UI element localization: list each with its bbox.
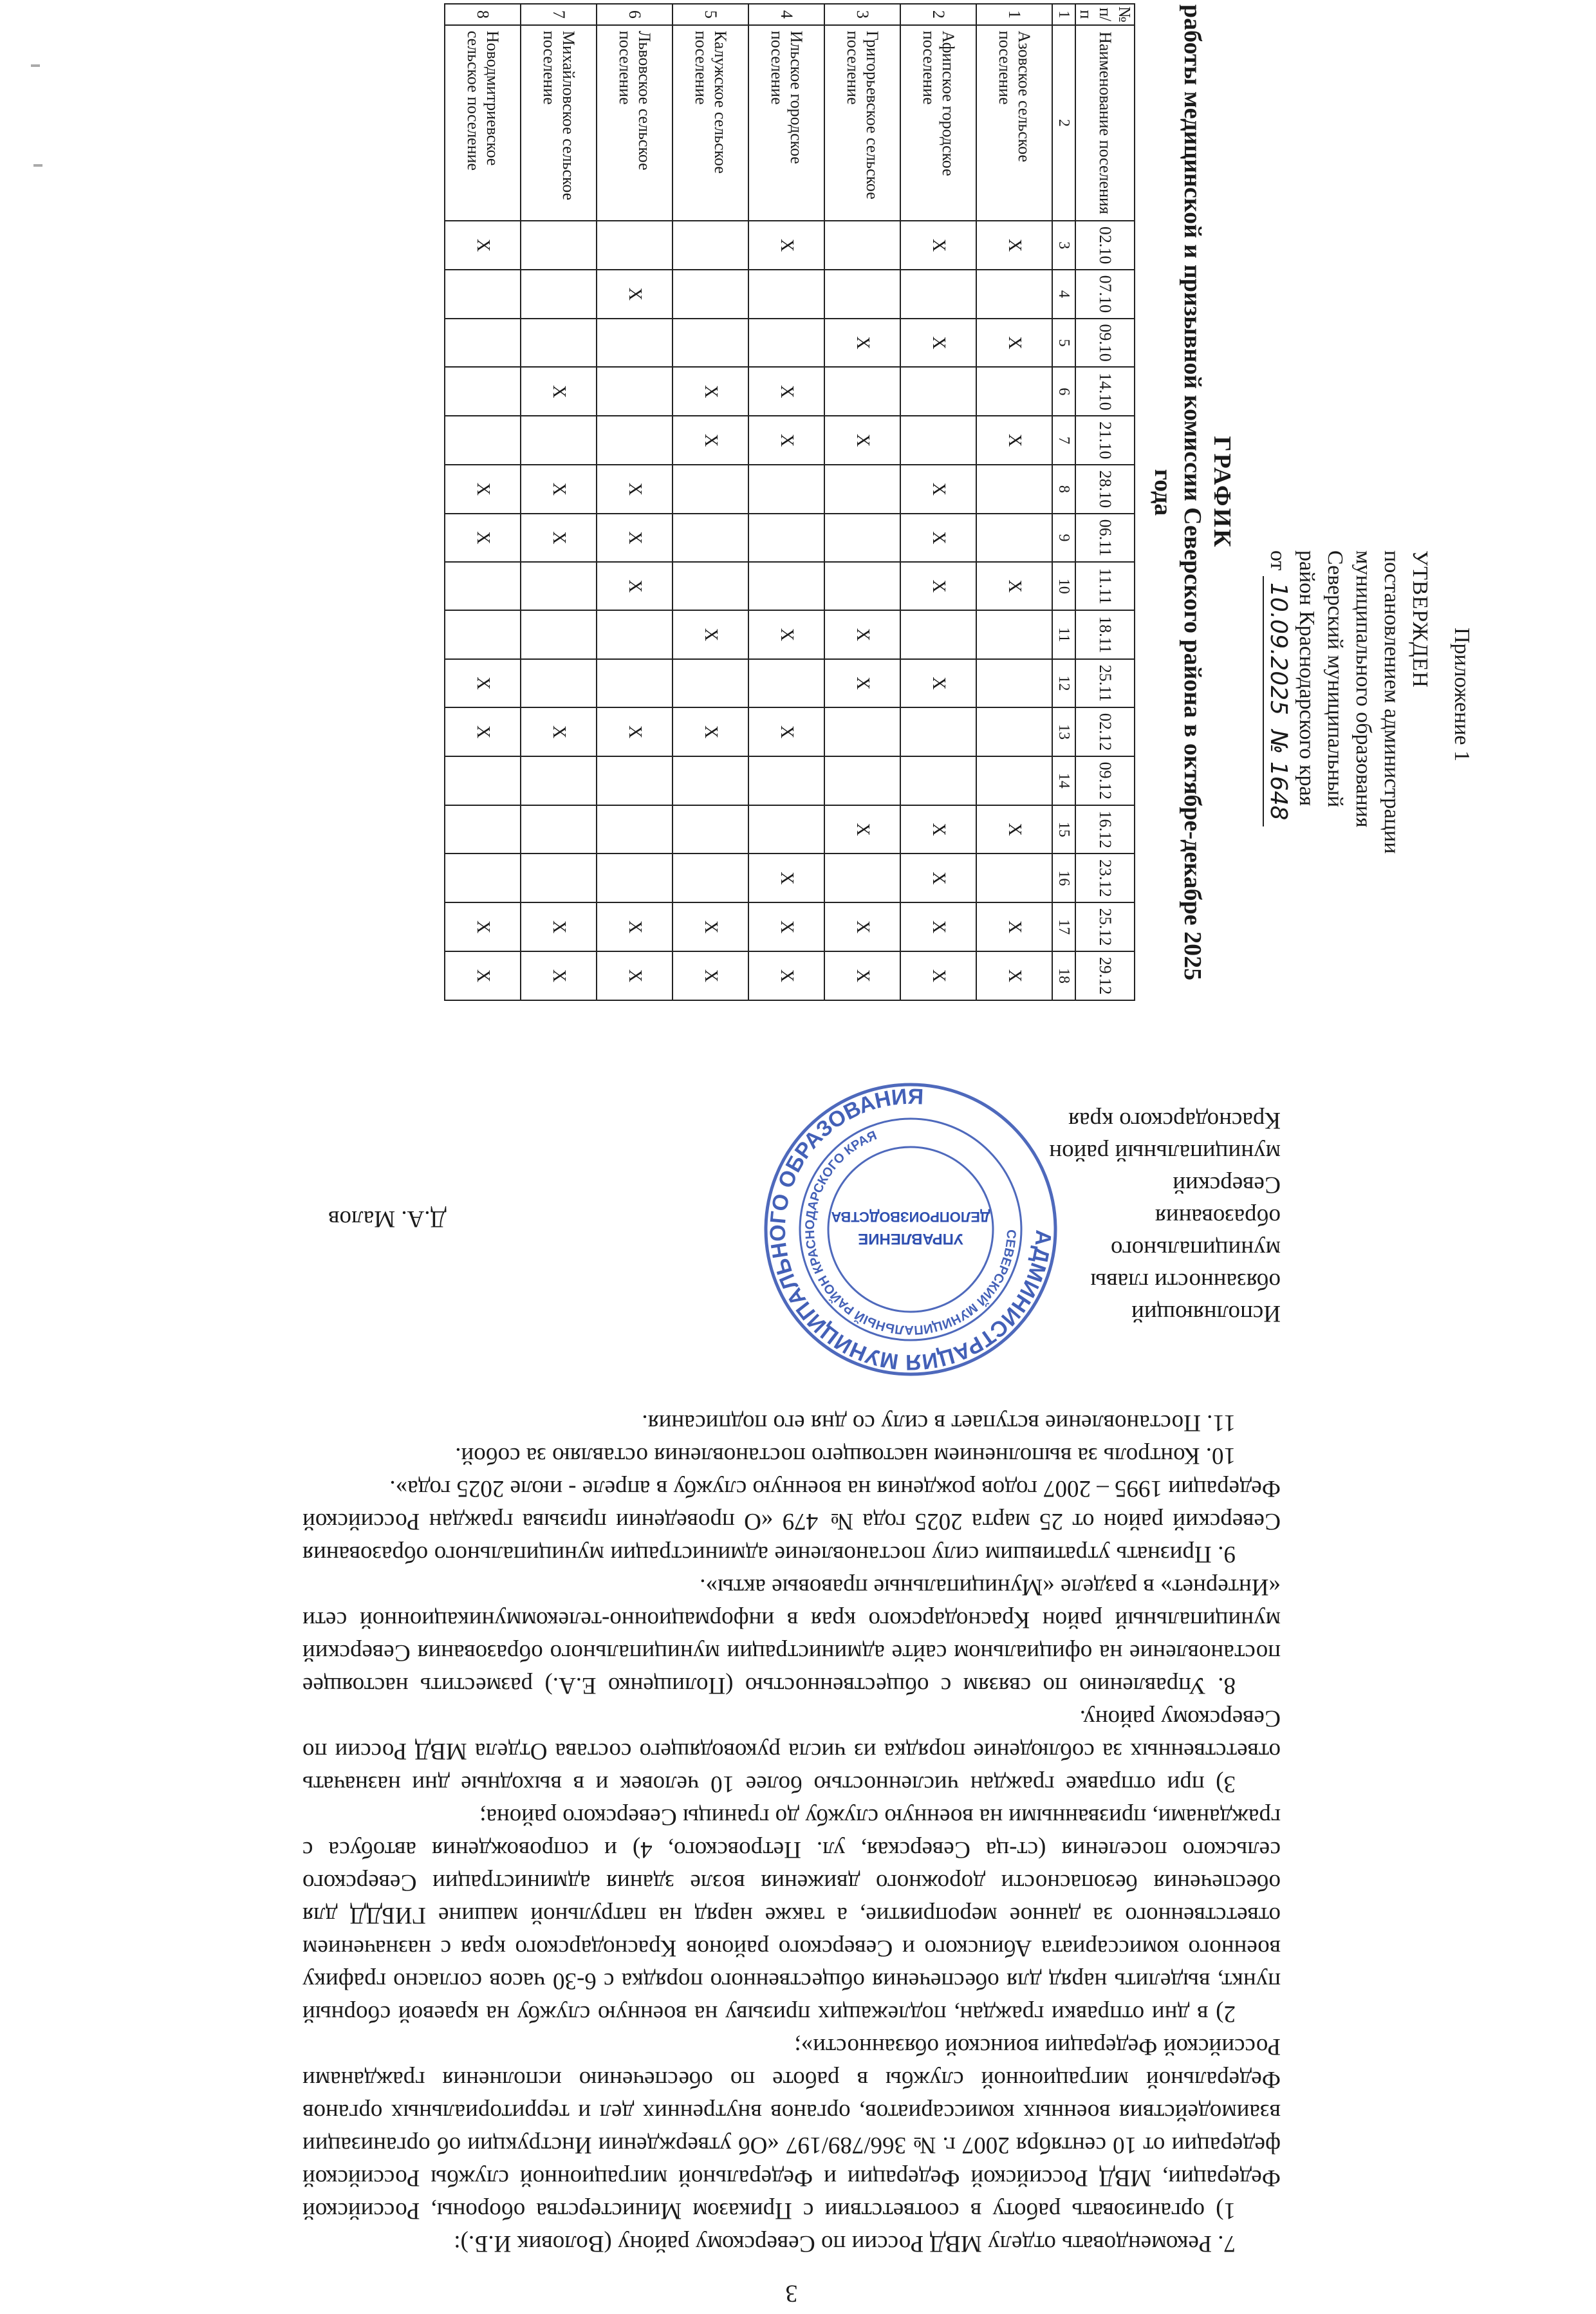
row-number: 1 [976, 4, 1052, 25]
index-cell: 11 [1052, 610, 1075, 658]
schedule-cell [824, 562, 900, 610]
scan-speck [33, 164, 42, 167]
schedule-cell [976, 514, 1052, 562]
header-date: 23.12 [1075, 854, 1135, 902]
schedule-cell: Х [900, 221, 976, 270]
schedule-cell: Х [445, 951, 521, 1000]
schedule-cell [900, 756, 976, 805]
index-row [1052, 4, 1075, 1000]
table-row [445, 4, 521, 1000]
index-cell: 17 [1052, 902, 1075, 951]
schedule-cell [673, 319, 748, 368]
schedule-cell: Х [445, 707, 521, 756]
schedule-cell [597, 756, 673, 805]
schedule-cell: Х [445, 465, 521, 514]
index-cell: 9 [1052, 514, 1075, 562]
schedule-cell: Х [900, 562, 976, 610]
approval-block [1263, 550, 1434, 1001]
signatory-line: Краснодарского края [1068, 1107, 1281, 1134]
index-cell: 2 [1052, 25, 1075, 221]
header-date: 06.11 [1075, 514, 1135, 562]
schedule-cell: Х [976, 805, 1052, 854]
signatory-line: образования [1155, 1204, 1281, 1230]
schedule-cell: Х [824, 951, 900, 1000]
schedule-cell [673, 854, 748, 902]
schedule-cell: Х [521, 514, 597, 562]
header-date: 25.11 [1075, 659, 1135, 707]
index-cell: 12 [1052, 659, 1075, 707]
appendix-label: Приложение 1 [1450, 628, 1474, 761]
schedule-cell: Х [748, 416, 824, 465]
schedule-cell [748, 270, 824, 319]
schedule-cell [597, 367, 673, 416]
schedule-cell: Х [976, 221, 1052, 270]
table-row [976, 4, 1052, 1000]
schedule-cell [673, 805, 748, 854]
stamp-center-line-1: УПРАВЛЕНИЕ [858, 1230, 963, 1247]
schedule-cell: Х [976, 416, 1052, 465]
schedule-cell [445, 562, 521, 610]
schedule-cell [748, 805, 824, 854]
schedule-cell [900, 270, 976, 319]
schedule-cell: Х [673, 367, 748, 416]
schedule-cell [597, 610, 673, 658]
schedule-cell [976, 465, 1052, 514]
schedule-cell [748, 465, 824, 514]
index-cell: 7 [1052, 416, 1075, 465]
paragraph-10: 10. Контроль за выполнением настоящего постановления оставляю за собой. [455, 1442, 1236, 1469]
schedule-cell: Х [824, 416, 900, 465]
header-date: 29.12 [1075, 951, 1135, 1000]
schedule-cell [445, 270, 521, 319]
settlement-name: Львовское сельское поселение [597, 25, 673, 221]
schedule-cell [521, 659, 597, 707]
paragraph-7: 7. Рекомендовать отделу МВД России по Северскому району (Воловик И.Б.): [454, 2230, 1236, 2257]
schedule-cell: Х [900, 902, 976, 951]
schedule-cell: Х [748, 221, 824, 270]
settlement-name: Михайловское сельское поселение [521, 25, 597, 221]
schedule-subtitle: работы медицинской и призывной комиссии Северского района в октябре-декабре 2025 года [1149, 4, 1206, 981]
approved-line: муниципального образования [1351, 550, 1375, 828]
schedule-cell [824, 756, 900, 805]
schedule-cell [900, 416, 976, 465]
schedule-cell: Х [597, 707, 673, 756]
row-number: 4 [748, 4, 824, 25]
schedule-cell [521, 756, 597, 805]
index-cell: 16 [1052, 854, 1075, 902]
schedule-cell [673, 659, 748, 707]
schedule-title: ГРАФИК [1209, 436, 1236, 549]
schedule-cell: Х [748, 367, 824, 416]
schedule-cell [748, 659, 824, 707]
header-date: 25.12 [1075, 902, 1135, 951]
schedule-cell [976, 854, 1052, 902]
row-number: 3 [824, 4, 900, 25]
paragraph-7-2: 2) в дни отправки граждан, подлежащих призыву на военную службу на краевой сборный пункт, выделить наряд для обеспечения общественного порядка с 6-30 часов согласно графику военного комиссариата Абинского и Северского районов Краснодарского края с назначением ответственного за данное мероприятие, а также наряд на патрульной машине ГИБДД для обеспечения безопасности дорожного движения возле здания администрации Северского сельского поселения (ст-ца Северская, ул. Петровского, 4) и сопровождения автобуса с гражданами, призванными на военную службу до границы Северского района; [302, 1804, 1281, 2027]
schedule-cell [976, 367, 1052, 416]
index-cell: 14 [1052, 756, 1075, 805]
settlement-name: Афипское городское поселение [900, 25, 976, 221]
header-date: 02.12 [1075, 707, 1135, 756]
schedule-cell [673, 514, 748, 562]
schedule-cell [673, 562, 748, 610]
index-cell: 6 [1052, 367, 1075, 416]
schedule-cell [748, 756, 824, 805]
paragraph-7-3: 3) при отправке граждан численностью более 10 человек и в выходные дни назначать ответственных за соблюдение порядка из числа руководящего состава Отдела МВД России по Северскому району. [302, 1705, 1281, 1797]
date-prefix: от [1266, 550, 1290, 571]
index-cell: 3 [1052, 221, 1075, 270]
schedule-cell [597, 854, 673, 902]
settlement-name: Азовское сельское поселение [976, 25, 1052, 221]
schedule-cell [521, 610, 597, 658]
schedule-cell [521, 805, 597, 854]
schedule-cell [900, 610, 976, 658]
table-row [824, 4, 900, 1000]
schedule-cell: Х [976, 319, 1052, 368]
schedule-cell: Х [976, 902, 1052, 951]
schedule-cell: Х [748, 951, 824, 1000]
approval-date-line [1263, 550, 1292, 1001]
approved-line: постановлением администрации [1380, 550, 1404, 854]
schedule-cell: Х [673, 610, 748, 658]
index-cell: 13 [1052, 707, 1075, 756]
scan-speck [31, 64, 40, 67]
schedule-cell [976, 756, 1052, 805]
stamp-inner-text: СЕВЕРСКИЙ МУНИЦИПАЛЬНЫЙ РАЙОН КРАСНОДАРСКОГО КРАЯ [803, 1128, 1019, 1338]
date-value: 10.09.2025 [1265, 582, 1292, 716]
index-cell: 10 [1052, 562, 1075, 610]
schedule-cell: Х [900, 659, 976, 707]
schedule-cell: Х [748, 610, 824, 658]
schedule-table [444, 3, 1135, 1001]
schedule-cell [445, 610, 521, 658]
schedule-cell [824, 367, 900, 416]
index-cell: 5 [1052, 319, 1075, 368]
schedule-cell [824, 854, 900, 902]
schedule-cell: Х [976, 562, 1052, 610]
header-date: 16.12 [1075, 805, 1135, 854]
schedule-cell [597, 319, 673, 368]
schedule-cell: Х [900, 319, 976, 368]
table-row [521, 4, 597, 1000]
number-value: 1648 [1265, 761, 1292, 821]
schedule-cell [976, 270, 1052, 319]
row-number: 7 [521, 4, 597, 25]
schedule-cell [597, 805, 673, 854]
schedule-cell [597, 659, 673, 707]
schedule-cell: Х [445, 659, 521, 707]
schedule-cell [445, 367, 521, 416]
index-cell: 1 [1052, 4, 1075, 25]
row-number: 6 [597, 4, 673, 25]
schedule-cell [445, 319, 521, 368]
header-date: 28.10 [1075, 465, 1135, 514]
signatory-line: муниципальный район [1049, 1139, 1281, 1166]
schedule-cell [748, 562, 824, 610]
stamp-center-line-2: ДЕЛОПРОИЗВОДСТВА [831, 1209, 990, 1225]
schedule-cell [824, 707, 900, 756]
table-row [597, 4, 673, 1000]
schedule-cell: Х [445, 221, 521, 270]
table-row [673, 4, 748, 1000]
schedule-cell: Х [824, 659, 900, 707]
schedule-cell: Х [900, 514, 976, 562]
schedule-cell [824, 514, 900, 562]
schedule-cell [445, 416, 521, 465]
header-date: 18.11 [1075, 610, 1135, 658]
official-stamp [759, 1078, 1062, 1381]
schedule-cell: Х [597, 465, 673, 514]
table-row [748, 4, 824, 1000]
schedule-cell [445, 805, 521, 854]
schedule-cell: Х [976, 951, 1052, 1000]
schedule-cell [673, 270, 748, 319]
schedule-cell [824, 221, 900, 270]
settlement-name: Ильское городское поселение [748, 25, 824, 221]
schedule-cell [521, 319, 597, 368]
stamp-outer-text: АДМИНИСТРАЦИЯ МУНИЦИПАЛЬНОГО ОБРАЗОВАНИЯ [765, 1084, 1056, 1375]
header-date: 11.11 [1075, 562, 1135, 610]
schedule-cell [597, 221, 673, 270]
schedule-cell [445, 854, 521, 902]
schedule-cell: Х [673, 951, 748, 1000]
schedule-cell: Х [673, 707, 748, 756]
paragraph-8: 8. Управлению по связям с общественностью (Полищенко Е.А.) разместить настоящее постановление на официальном сайте администрации муниципального образования Северский муниципальный район Краснодарского края в информационно-телекоммуникационной сети «Интернет» в разделе «Муниципальные правовые акты». [302, 1574, 1281, 1699]
row-number: 5 [673, 4, 748, 25]
index-cell: 18 [1052, 951, 1075, 1000]
schedule-cell [445, 756, 521, 805]
settlement-name: Калужское сельское поселение [673, 25, 748, 221]
schedule-cell [976, 659, 1052, 707]
schedule-cell [521, 270, 597, 319]
schedule-cell [900, 707, 976, 756]
handwritten-date [1263, 576, 1292, 827]
paragraph-11: 11. Постановление вступает в силу со дня его подписания. [642, 1410, 1236, 1436]
schedule-cell: Х [824, 805, 900, 854]
header-number: № п/п [1075, 4, 1135, 25]
row-number: 2 [900, 4, 976, 25]
schedule-cell: Х [824, 610, 900, 658]
schedule-cell: Х [673, 416, 748, 465]
header-date: 14.10 [1075, 367, 1135, 416]
schedule-header-row [1075, 4, 1135, 1000]
schedule-cell: Х [748, 854, 824, 902]
signature-block [302, 1072, 1281, 1375]
schedule-cell: Х [521, 902, 597, 951]
schedule-cell: Х [445, 514, 521, 562]
index-cell: 8 [1052, 465, 1075, 514]
row-number: 8 [445, 4, 521, 25]
index-cell: 15 [1052, 805, 1075, 854]
text-page [277, 1065, 1319, 2314]
schedule-cell [824, 465, 900, 514]
schedule-cell: Х [673, 902, 748, 951]
schedule-cell [521, 416, 597, 465]
schedule-cell: Х [900, 951, 976, 1000]
schedule-cell [673, 756, 748, 805]
schedule-cell: Х [521, 707, 597, 756]
approved-heading: УТВЕРЖДЕН [1408, 550, 1432, 688]
signatory-name: Д.А. Малов [328, 1206, 447, 1232]
paragraph-9: 9. Признать утратившим силу постановление администрации муниципального образования Северский район от 25 марта 2025 года № 479 «О проведении призыва граждан Российской Федерации 1995 – 2007 годов рождения на военную службу в апреле - июле 2025 года». [302, 1475, 1281, 1567]
schedule-cell: Х [597, 562, 673, 610]
schedule-cell: Х [900, 465, 976, 514]
schedule-cell [748, 319, 824, 368]
approved-line: район Краснодарского края [1295, 550, 1319, 807]
signatory-line: муниципального [1110, 1236, 1281, 1262]
schedule-cell [521, 854, 597, 902]
schedule-cell: Х [521, 367, 597, 416]
schedule-cell [597, 416, 673, 465]
schedule-cell: Х [748, 902, 824, 951]
schedule-cell [748, 514, 824, 562]
schedule-cell [673, 221, 748, 270]
header-date: 07.10 [1075, 270, 1135, 319]
header-name: Наименование поселения [1075, 25, 1135, 221]
schedule-cell: Х [597, 270, 673, 319]
approved-line: Северский муниципальный [1323, 550, 1347, 808]
schedule-cell: Х [521, 465, 597, 514]
schedule-cell: Х [824, 319, 900, 368]
schedule-cell: Х [597, 951, 673, 1000]
schedule-cell: Х [824, 902, 900, 951]
page-number: 3 [785, 2280, 798, 2307]
schedule-cell [976, 610, 1052, 658]
schedule-cell: Х [445, 902, 521, 951]
schedule-cell: Х [597, 902, 673, 951]
schedule-cell [976, 707, 1052, 756]
schedule-cell [521, 562, 597, 610]
header-date: 02.10 [1075, 221, 1135, 270]
schedule-cell: Х [900, 805, 976, 854]
paragraph-7-1: 1) организовать работу в соответствии с Приказом Министерства обороны, Российской Федерации, МВД Российской Федерации и Федеральной миграционной службы Российской федерации от 10 сентября 2007 г. № 366/789/197 «Об утверждении Инструкции об организации взаимодействия военных комиссариатов, органов внутренних дел и территориальных органов Федеральной миграционной службы в работе по обеспечению исполнения гражданами Российской Федерации воинской обязанности»; [302, 2033, 1281, 2224]
header-date: 21.10 [1075, 416, 1135, 465]
schedule-cell: Х [521, 951, 597, 1000]
schedule-title-block [1148, 0, 1237, 1001]
schedule-cell [900, 367, 976, 416]
schedule-cell [673, 465, 748, 514]
schedule-cell [521, 221, 597, 270]
header-date: 09.10 [1075, 319, 1135, 368]
index-cell: 4 [1052, 270, 1075, 319]
schedule-cell: Х [748, 707, 824, 756]
schedule-cell: Х [597, 514, 673, 562]
settlement-name: Новодмитриевское сельское поселение [445, 25, 521, 221]
signatory-line: обязанности главы [1090, 1268, 1281, 1294]
schedule-cell [824, 270, 900, 319]
schedule-cell: Х [900, 854, 976, 902]
table-row [900, 4, 976, 1000]
signatory-line: Северский [1173, 1171, 1281, 1198]
header-date: 09.12 [1075, 756, 1135, 805]
signatory-line: Исполняющий [1131, 1300, 1281, 1327]
number-prefix: № [1265, 729, 1292, 754]
appendix-page [97, 0, 1499, 1001]
settlement-name: Григорьевское сельское поселение [824, 25, 900, 221]
